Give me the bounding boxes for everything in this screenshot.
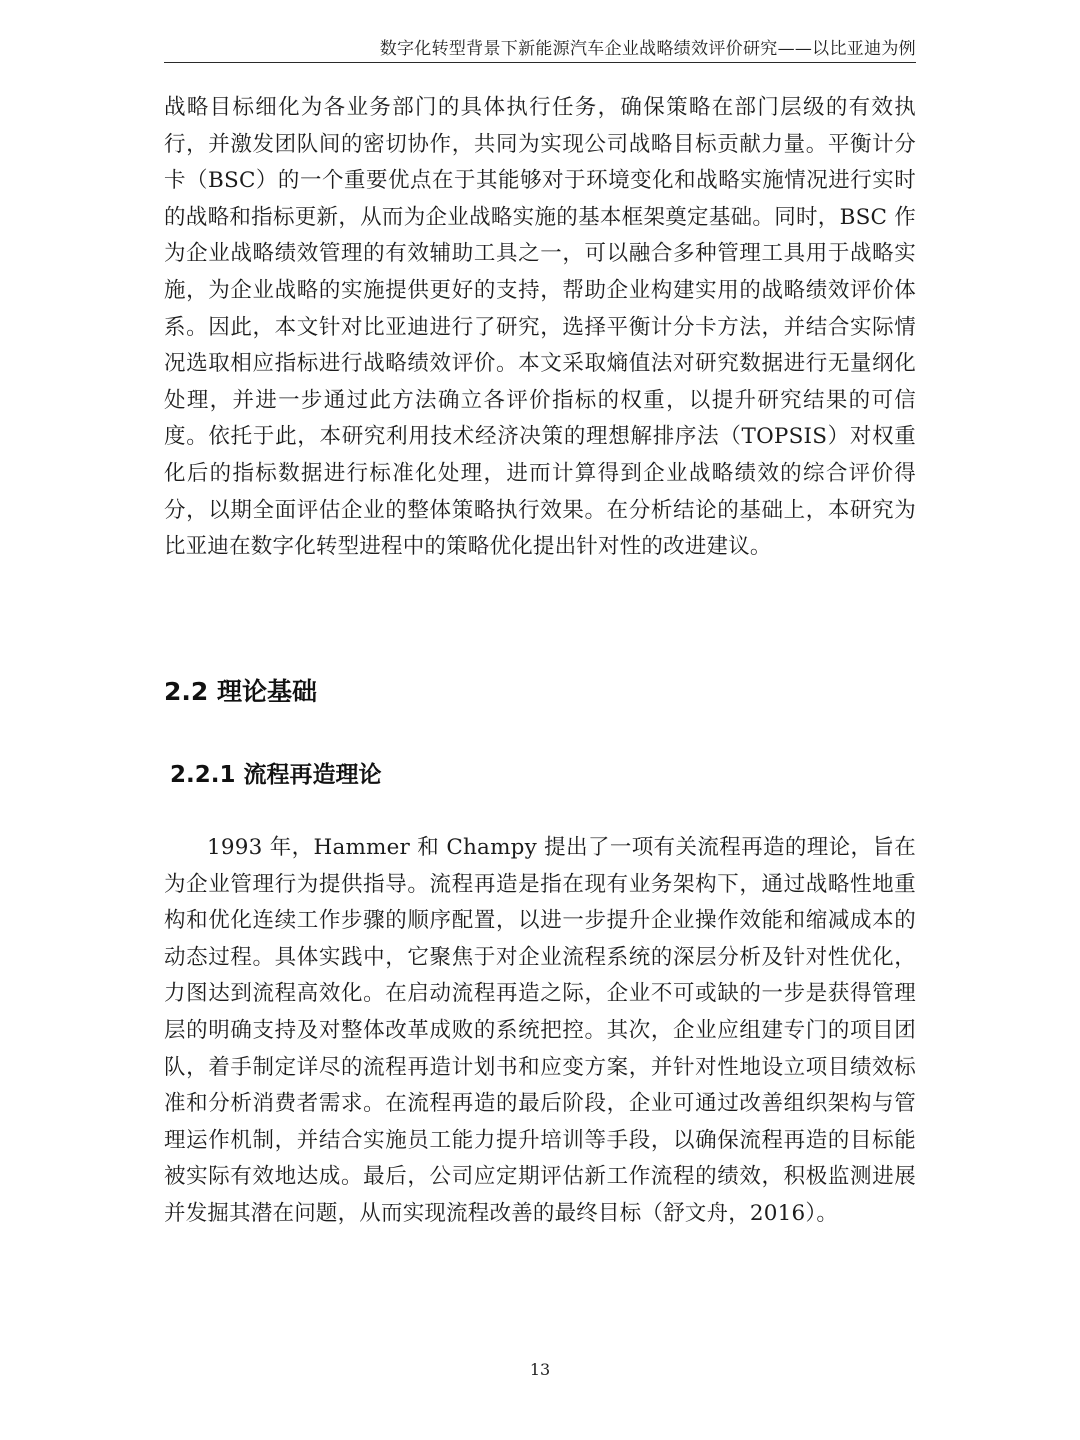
header-divider [164, 62, 916, 63]
body-paragraph: 战略目标细化为各业务部门的具体执行任务，确保策略在部门层级的有效执行，并激发团队间的密切协作，共同为实现公司战略目标贡献力量。平衡计分卡（BSC）的一个重要优点在于其能够对于环境变化和战略实施情况进行实时的战略和指标更新，从而为企业战略实施的基本框架奠定基础。同时，BSC 作为企业战略绩效管理的有效辅助工具之一，可以融合多种管理工具用于战略实施，为企业战略的实施提供更好的支持，帮助企业构建实用的战略绩效评价体系。因此，本文针对比亚迪进行了研究，选择平衡计分卡方法，并结合实际情况选取相应指标进行战略绩效评价。本文采取熵值法对研究数据进行无量纲化处理，并进一步通过此方法确立各评价指标的权重，以提升研究结果的可信度。依托于此，本研究利用技术经济决策的理想解排序法（TOPSIS）对权重化后的指标数据进行标准化处理，进而计算得到企业战略绩效的综合评价得分，以期全面评估企业的整体策略执行效果。在分析结论的基础上，本研究为比亚迪在数字化转型进程中的策略优化提出针对性的改进建议。 [164, 95, 916, 560]
section-heading: 2.2 理论基础 [164, 677, 317, 706]
page-number: 13 [529, 1360, 551, 1379]
running-header: 数字化转型背景下新能源汽车企业战略绩效评价研究——以比亚迪为例 [379, 39, 916, 59]
body-paragraph: 1993 年，Hammer 和 Champy 提出了一项有关流程再造的理论，旨在为企业管理行为提供指导。流程再造是指在现有业务架构下，通过战略性地重构和优化连续工作步骤的顺序配置，以进一步提升企业操作效能和缩减成本的动态过程。具体实践中，它聚焦于对企业流程系统的深层分析及针对性优化，力图达到流程高效化。在启动流程再造之际，企业不可或缺的一步是获得管理层的明确支持及对整体改革成败的系统把控。其次，企业应组建专门的项目团队，着手制定详尽的流程再造计划书和应变方案，并针对性地设立项目绩效标准和分析消费者需求。在流程再造的最后阶段，企业可通过改善组织架构与管理运作机制，并结合实施员工能力提升培训等手段，以确保流程再造的目标能被实际有效地达成。最后，公司应定期评估新工作流程的绩效，积极监测进展并发掘其潜在问题，从而实现流程改善的最终目标（舒文舟，2016）。 [164, 835, 916, 1226]
subsection-heading: 2.2.1 流程再造理论 [170, 762, 382, 788]
